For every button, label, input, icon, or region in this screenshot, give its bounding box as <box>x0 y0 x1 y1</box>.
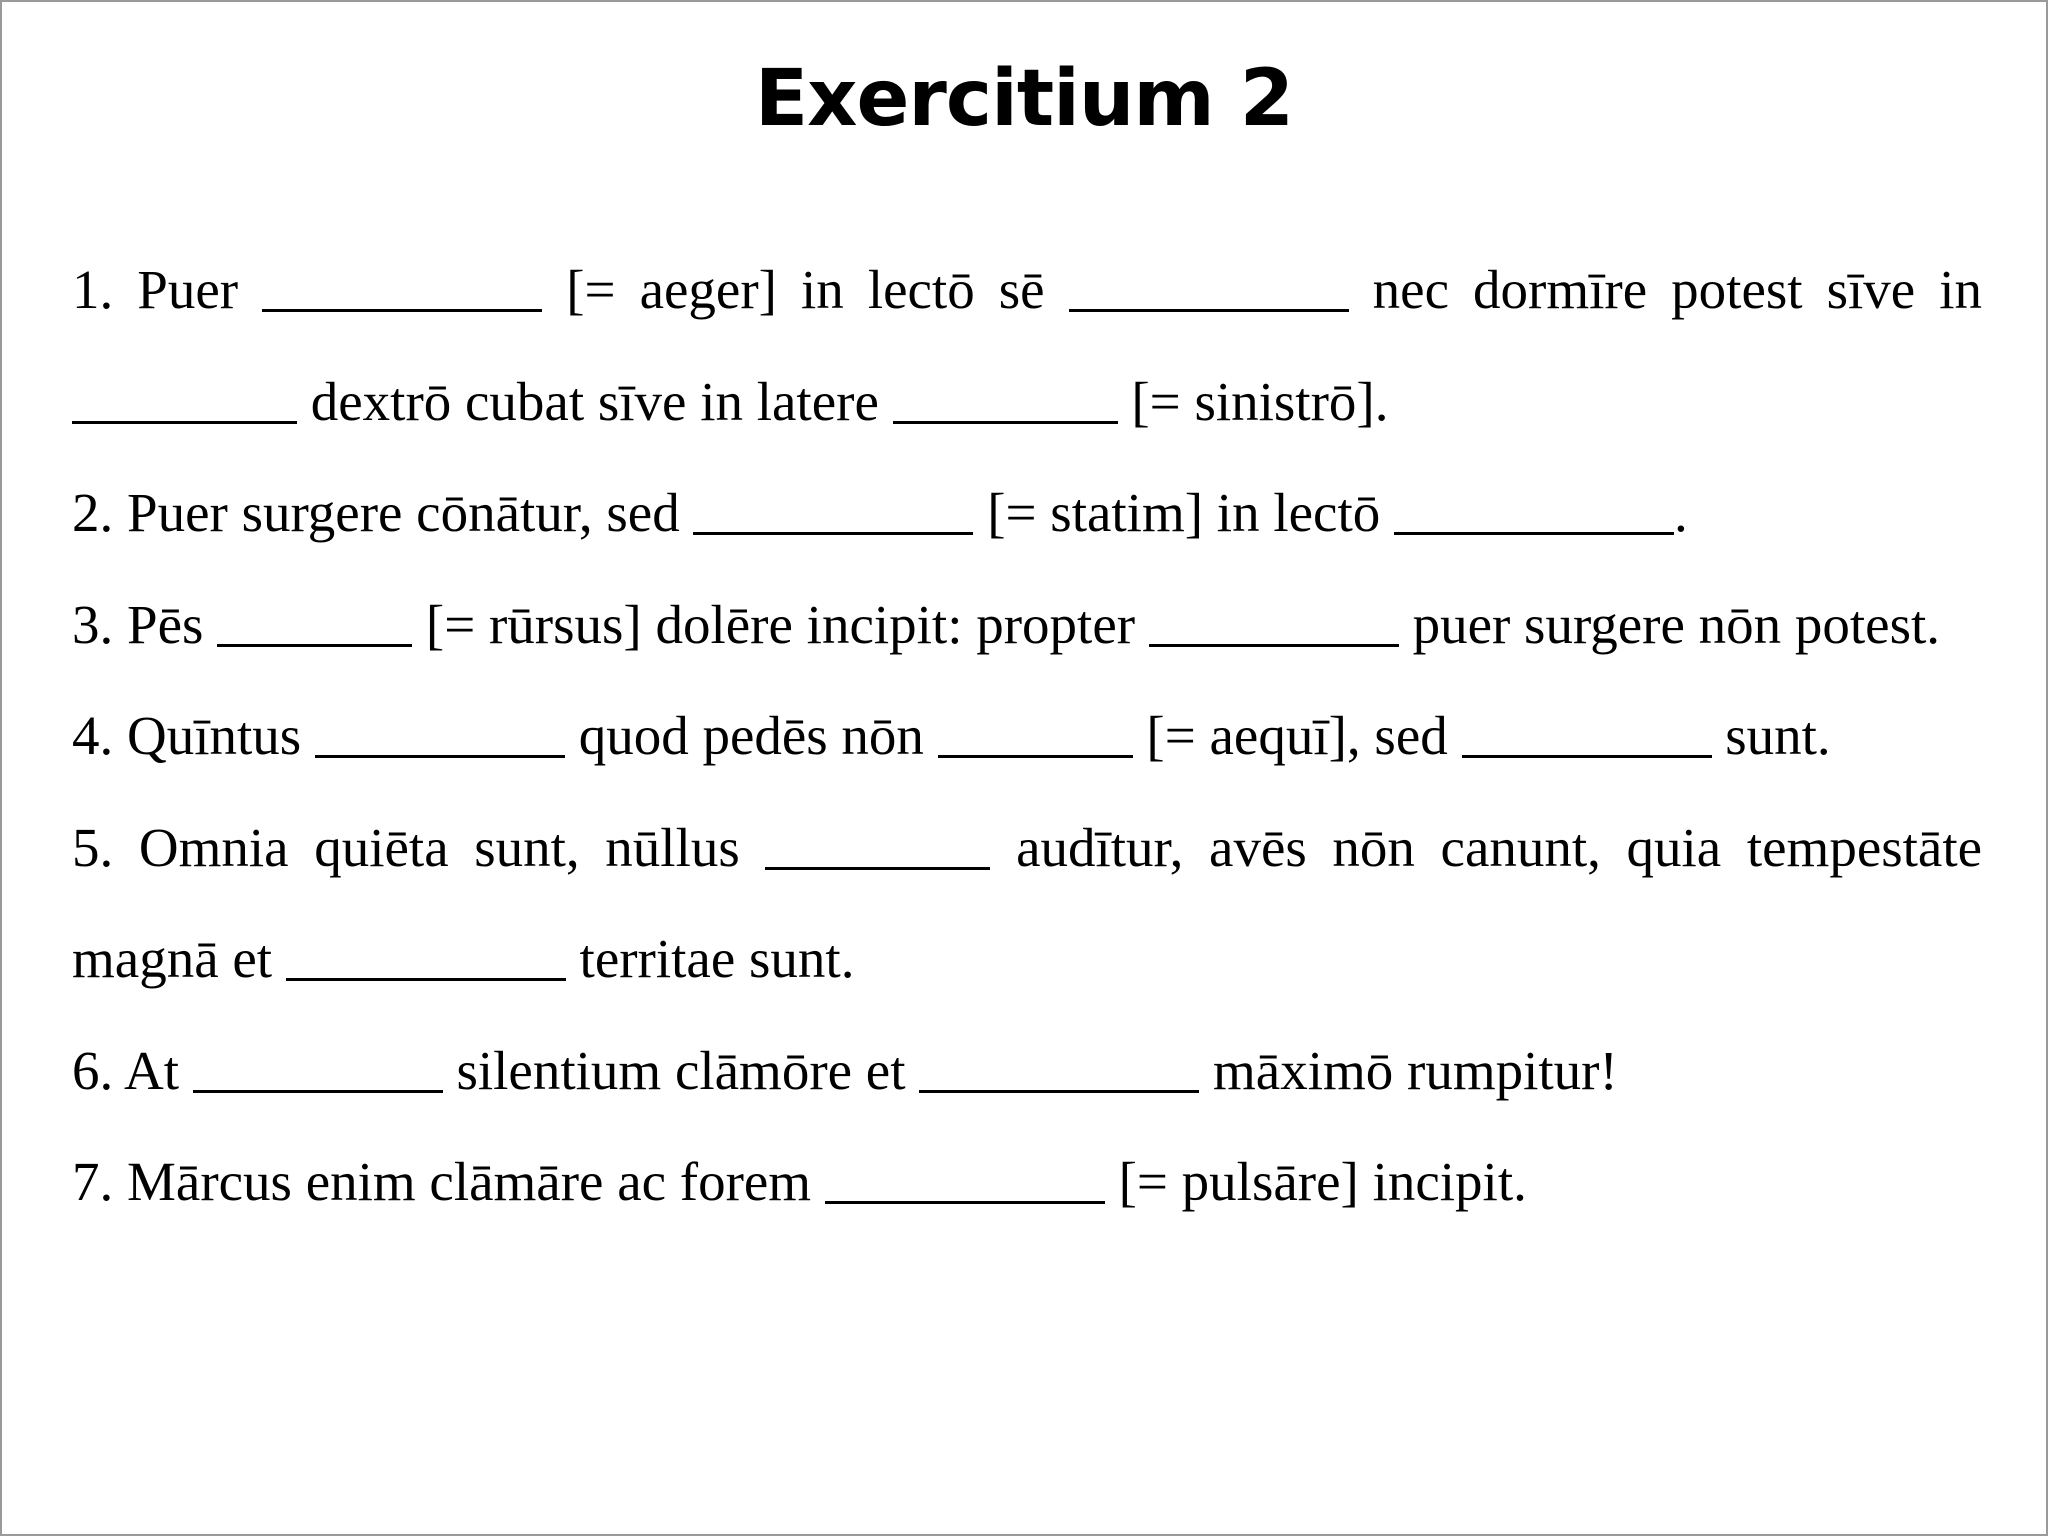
answer-blank[interactable] <box>825 1149 1105 1204</box>
item-text: At <box>123 1039 179 1101</box>
item-number: 2. <box>72 482 114 543</box>
answer-blank[interactable] <box>693 480 973 535</box>
item-text: puer surgere nōn potest. <box>1412 593 1941 655</box>
answer-blank[interactable] <box>1149 592 1399 647</box>
item-text: māximō rumpitur! <box>1213 1039 1618 1101</box>
item-number: 5. <box>72 816 114 878</box>
answer-blank[interactable] <box>1462 703 1712 758</box>
answer-blank[interactable] <box>217 592 412 647</box>
item-text: Omnia quiēta sunt, nūllus <box>138 816 740 878</box>
item-text: Pēs <box>127 593 204 655</box>
item-text: Mārcus enim clāmāre ac forem <box>127 1151 812 1212</box>
item-text: [= aeger] in lectō sē <box>566 259 1045 320</box>
item-text: audītur, avēs nōn canunt, quia tempestāte magnā et <box>72 816 1983 989</box>
item-number: 1. <box>72 259 114 320</box>
exercise-item-4 <box>72 680 1982 792</box>
item-text: Quīntus <box>127 705 302 766</box>
exercise-item-6 <box>72 1015 1982 1127</box>
exercise-item-7 <box>72 1126 1982 1238</box>
answer-blank[interactable] <box>262 257 542 312</box>
item-number: 3. <box>72 593 114 655</box>
item-text: [= sinistrō]. <box>1131 370 1389 432</box>
exercise-item-2 <box>72 457 1982 569</box>
answer-blank[interactable] <box>938 703 1133 758</box>
page-title: Exercitium 2 <box>754 54 1294 144</box>
item-text: sunt. <box>1725 705 1831 766</box>
item-text: silentium clāmōre et <box>456 1039 906 1101</box>
item-text: [= pulsāre] incipit. <box>1118 1151 1527 1212</box>
item-text: quod pedēs nōn <box>578 705 924 766</box>
item-text: nec dormīre potest sīve in <box>1372 259 1983 320</box>
item-text: Puer <box>137 259 239 320</box>
answer-blank[interactable] <box>1394 480 1674 535</box>
exercise-list <box>72 234 1982 1238</box>
answer-blank[interactable] <box>286 926 566 981</box>
answer-blank[interactable] <box>919 1038 1199 1093</box>
item-text: Puer surgere cōnātur, sed <box>127 482 680 543</box>
item-text: dextrō cubat sīve in latere <box>310 370 879 432</box>
answer-blank[interactable] <box>72 369 297 424</box>
answer-blank[interactable] <box>193 1038 443 1093</box>
item-number: 7. <box>72 1151 114 1212</box>
answer-blank[interactable] <box>315 703 565 758</box>
item-number: 4. <box>72 705 114 766</box>
item-text: [= aequī], sed <box>1146 705 1448 766</box>
item-number: 6. <box>72 1039 114 1101</box>
exercise-item-5 <box>72 792 1982 1015</box>
answer-blank[interactable] <box>893 369 1118 424</box>
item-text: . <box>1673 482 1688 543</box>
exercise-item-3 <box>72 569 1982 681</box>
exercise-item-1 <box>72 234 1982 457</box>
item-text: [= rūrsus] dolēre incipit: propter <box>425 593 1136 655</box>
item-text: territae sunt. <box>579 928 855 989</box>
answer-blank[interactable] <box>765 815 990 870</box>
answer-blank[interactable] <box>1069 257 1349 312</box>
item-text: [= statim] in lectō <box>987 482 1381 543</box>
